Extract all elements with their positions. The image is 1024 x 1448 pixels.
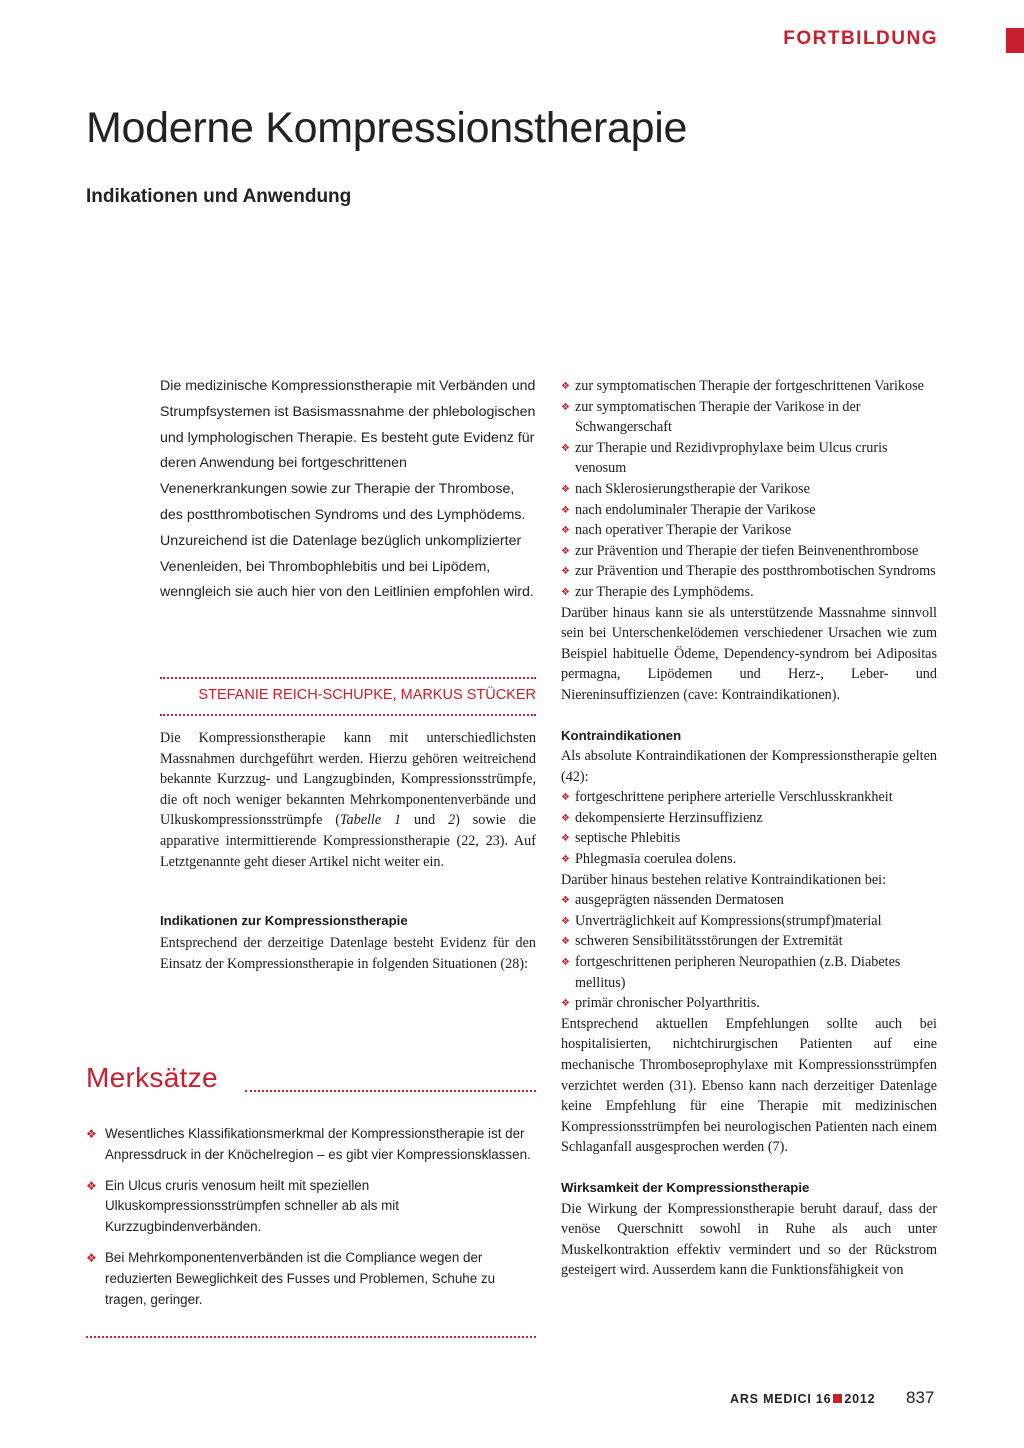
indications-heading: Indikationen zur Kompressionstherapie [160,913,408,928]
absolute-contraindications-list [561,787,937,869]
diamond-bullet-icon: ❖ [561,483,570,495]
list-item-text: Wesentliches Klassifikationsmerkmal der Kompressionstherapie ist der Anpressdruck in der Knöchelregion – es gibt vier Kompressionsklassen. [105,1126,531,1162]
diamond-bullet-icon: ❖ [561,504,570,516]
divider [245,1090,536,1092]
efficacy-heading: Wirksamkeit der Kompressionstherapie [561,1179,810,1195]
list-item [561,911,937,932]
journal-year: 2012 [844,1392,876,1406]
indications-list [561,376,937,603]
divider [160,714,536,716]
list-item-text: Ein Ulcus cruris venosum heilt mit speziellen Ulkuskompressionsstrümpfen schneller ab als mit Kurzzugbindenverbänden. [105,1177,399,1235]
list-item [561,993,937,1014]
list-item [561,849,937,870]
diamond-bullet-icon: ❖ [561,895,570,907]
list-item [561,541,937,562]
indications-paragraph: Entsprechend der derzeitige Datenlage besteht Evidenz für den Einsatz der Kompressionstherapie in folgenden Situationen (28): [160,935,536,972]
list-item-text: Bei Mehrkomponentenverbänden ist die Compliance wegen der reduzierten Beweglichkeit des Fusses und Problemen, Schuhe zu tragen, geringer. [105,1249,496,1307]
diamond-bullet-icon: ❖ [561,401,570,413]
diamond-bullet-icon: ❖ [561,833,570,845]
list-item-text: fortgeschrittenen peripheren Neuropathien (z.B. Diabetes mellitus) [575,954,901,991]
merksaetze-title: Merksätze [86,1062,218,1093]
list-item [561,787,937,808]
list-item-text: zur Prävention und Therapie des postthrombotischen Syndroms [575,563,936,580]
merksaetze-list [86,1124,536,1320]
table-1-ref: Tabelle 1 [339,812,402,829]
list-item [561,582,937,603]
list-item-text: fortgeschrittene periphere arterielle Verschlusskrankheit [575,789,893,806]
list-item-text: zur Therapie und Rezidivprophylaxe beim Ulcus cruris venosum [575,439,888,477]
section-label: FORTBILDUNG [783,28,938,49]
diamond-bullet-icon: ❖ [561,854,570,866]
list-item-text: zur Therapie des Lymphödems. [575,583,754,600]
list-item [561,438,937,479]
list-item-text: septische Phlebitis [575,830,681,847]
contraindications-heading: Kontraindikationen [561,727,682,743]
diamond-bullet-icon: ❖ [561,525,570,537]
intro-text-part: und [401,812,449,829]
intro-text-part: Die Kompressionstherapie kann mit unterschiedlichsten Massnahmen durchgeführt werden. Hierzu gehören weitreichend bekannte Kurzzug- und Langzugbinden, Kompressionsstrümpfe, die oft noch weniger bekannten Mehrkomponentenverbände und Ulkuskompressionsstrümpfe ( [160,730,536,829]
diamond-bullet-icon: ❖ [86,1250,97,1265]
diamond-bullet-icon: ❖ [561,915,570,927]
journal-name: ARS MEDICI 16 [730,1392,832,1406]
list-item [561,520,937,541]
list-item [561,890,937,911]
intro-paragraph [160,728,536,872]
list-item-text: ausgeprägten nässenden Dermatosen [575,892,784,909]
diamond-bullet-icon: ❖ [561,586,570,598]
diamond-bullet-icon: ❖ [86,1178,97,1193]
diamond-bullet-icon: ❖ [86,1127,97,1141]
list-item [561,808,937,829]
article-subtitle: Indikationen und Anwendung [86,186,352,207]
list-item-text: Phlegmasia coerulea dolens. [575,851,737,868]
relative-contraindications-intro: Darüber hinaus bestehen relative Kontraindikationen bei: [561,871,887,888]
contraindications-intro: Als absolute Kontraindikationen der Kompressionstherapie gelten (42): [561,748,937,785]
diamond-bullet-icon: ❖ [561,998,570,1010]
efficacy-paragraph: Die Wirkung der Kompressionstherapie beruht darauf, dass der venöse Querschnitt sowohl in Ruhe als auch unter Muskelkontraktion effektiv vermindert und so der Rückstrom gesteigert wird. Ausserdem kann die Funktionsfähigkeit von [561,1200,937,1279]
list-item-text: nach operativer Therapie der Varikose [575,522,792,539]
list-item [561,561,937,582]
list-item [561,397,937,438]
list-item-text: zur symptomatischen Therapie der Varikose in der Schwangerschaft [575,398,861,436]
diamond-bullet-icon: ❖ [561,936,570,948]
square-separator-icon [833,1394,842,1403]
list-item [86,1124,536,1166]
table-2-ref: 2 [448,812,456,829]
list-item-text: zur Prävention und Therapie der tiefen Beinvenenthrombose [575,542,919,559]
list-item [561,500,937,521]
diamond-bullet-icon: ❖ [561,792,570,804]
list-item-text: nach endoluminaler Therapie der Varikose [575,501,816,518]
journal-footer [730,1392,875,1406]
list-item [561,952,937,993]
diamond-bullet-icon: ❖ [561,545,570,557]
divider [160,677,536,679]
article-title: Moderne Kompressionstherapie [86,104,688,152]
abstract: Die medizinische Kompressionstherapie mit Verbänden und Strumpfsystemen ist Basismassnahme der phlebologischen und lymphologischen Therapie. Es besteht gute Evidenz für deren Anwendung bei fortgeschrittenen Venenerkrankungen sowie zur Therapie der Thrombose, des postthrombotischen Syndroms und des Lymphödems. Unzureichend ist die Datenlage bezüglich unkomplizierter Venenleiden, bei Thrombophlebitis und bei Lipödem, wenngleich sie auch hier von den Leitlinien empfohlen wird. [160,378,536,601]
intro-text-part: ) sowie die apparative intermittierende Kompressionstherapie (22, 23). Auf Letztgenannte geht dieser Artikel nicht weiter ein. [160,812,536,870]
diamond-bullet-icon: ❖ [561,812,570,824]
list-item [86,1176,536,1238]
list-item [86,1248,536,1310]
list-item [561,479,937,500]
diamond-bullet-icon: ❖ [561,566,570,578]
list-item-text: zur symptomatischen Therapie der fortgeschrittenen Varikose [575,378,924,394]
right-column [561,376,937,1281]
list-item-text: schweren Sensibilitätsstörungen der Extremität [575,933,843,950]
diamond-bullet-icon: ❖ [561,381,570,392]
supportive-paragraph: Darüber hinaus kann sie als unterstützende Massnahme sinnvoll sein bei Unterschenkelödemen verschiedener Ursachen wie zum Beispiel habituelle Ödeme, Dependency-syndrom bei Adipositas permagna, Lipödemen und Herz-, Leber- und Niereninsuffizienzen (cave: Kontraindikationen). [561,604,937,703]
divider [86,1336,536,1338]
list-item-text: dekompensierte Herzinsuffizienz [575,809,763,826]
diamond-bullet-icon: ❖ [561,442,570,454]
corner-accent-block [1006,28,1024,53]
list-item [561,376,937,397]
list-item-text: nach Sklerosierungstherapie der Varikose [575,480,810,497]
diamond-bullet-icon: ❖ [561,957,570,969]
list-item [561,828,937,849]
relative-contraindications-list [561,890,937,1014]
list-item [561,931,937,952]
authors: STEFANIE REICH-SCHUPKE, MARKUS STÜCKER [198,687,536,703]
list-item-text: Unverträglichkeit auf Kompressions(strumpf)material [575,912,882,929]
list-item-text: primär chronischer Polyarthritis. [575,995,760,1012]
page-number: 837 [906,1388,935,1407]
recommendation-paragraph: Entsprechend aktuellen Empfehlungen sollte auch bei hospitalisierten, nichtchirurgischen Patienten auf eine mechanische Thromboseprophylaxe mit Kompressionsstrümpfen verzichtet werden (31). Ebenso kann nach derzeitiger Datenlage keine Empfehlung für eine Therapie mit medizinischen Kompressionsstrümpfen bei neurologischen Patienten nach einem Schlaganfall ausgesprochen werden (7). [561,1015,937,1156]
